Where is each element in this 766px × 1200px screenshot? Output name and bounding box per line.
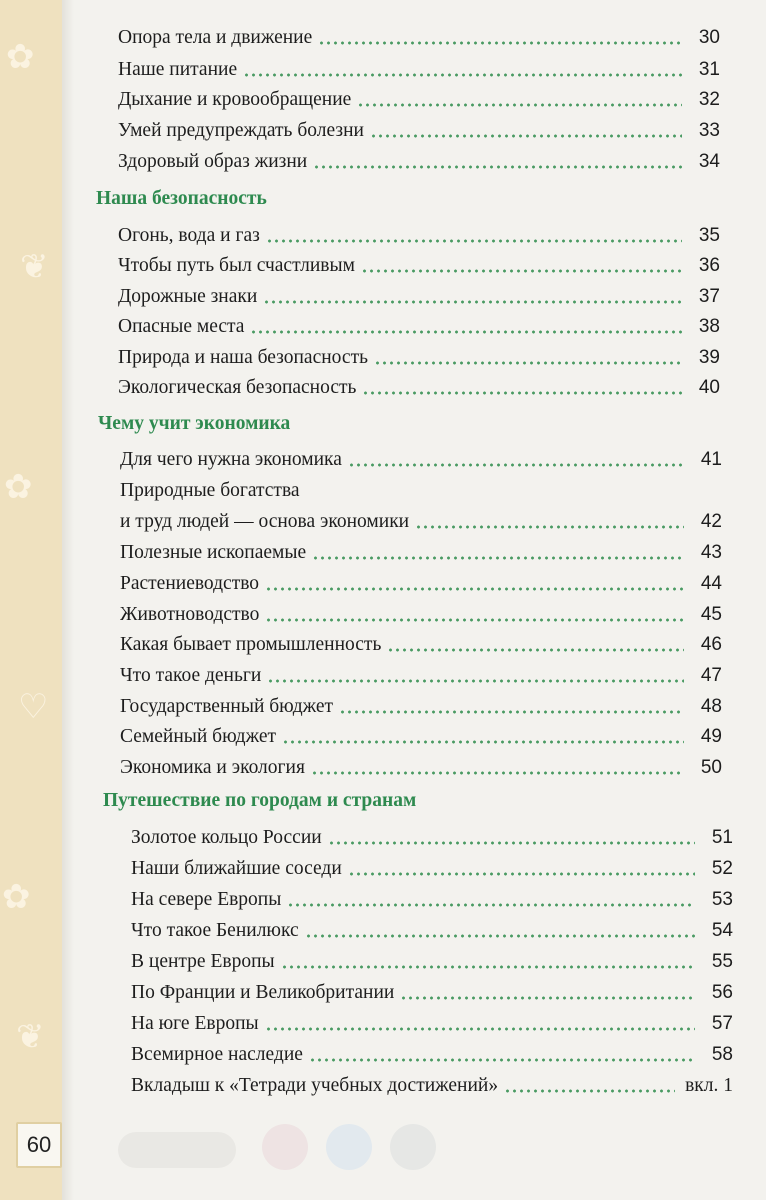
toc-entry bbox=[131, 1006, 733, 1036]
toc-entry-title: Семейный бюджет bbox=[120, 726, 276, 747]
toc-entry-title: Опора тела и движение bbox=[118, 27, 313, 48]
toc-entry bbox=[131, 1037, 733, 1067]
toc-entry-title: Природные богатства bbox=[120, 480, 300, 501]
toc-entry bbox=[118, 340, 720, 370]
leaf-ornament-icon: ❦ bbox=[16, 1017, 45, 1057]
dot-leader bbox=[328, 841, 695, 845]
toc-entry-title: Экономика и экология bbox=[120, 757, 305, 778]
dot-leader bbox=[281, 965, 695, 969]
toc-entry bbox=[118, 248, 720, 278]
toc-entry-page: 56 bbox=[711, 982, 733, 1003]
toc-entry-page: 38 bbox=[698, 316, 720, 337]
toc-entry-title: Растениеводство bbox=[120, 573, 260, 594]
dot-leader bbox=[250, 330, 682, 334]
toc-entry-title: Дорожные знаки bbox=[118, 286, 258, 307]
dot-leader bbox=[265, 1027, 695, 1031]
toc-entry-page: 45 bbox=[700, 604, 722, 625]
toc-entry-page: 47 bbox=[700, 665, 722, 686]
toc-entry-title: Что такое деньги bbox=[120, 665, 262, 686]
toc-entry-page: вкл. 1 bbox=[685, 1075, 733, 1096]
toc-entry bbox=[120, 535, 722, 565]
dot-leader bbox=[265, 618, 684, 622]
dot-leader bbox=[263, 300, 682, 304]
toc-entry-page: 58 bbox=[711, 1044, 733, 1065]
toc-entry-title: Огонь, вода и газ bbox=[118, 225, 260, 246]
toc-entry bbox=[131, 975, 733, 1005]
flower-ornament-icon: ✿ bbox=[2, 877, 31, 917]
toc-entry-page: 46 bbox=[700, 634, 722, 655]
toc-entry-title: Наше питание bbox=[118, 59, 238, 80]
section-heading: Путешествие по городам и странам bbox=[103, 790, 417, 811]
toc-entry bbox=[120, 504, 722, 534]
toc-entry bbox=[120, 597, 722, 627]
dot-leader bbox=[400, 996, 695, 1000]
toc-entry-page: 52 bbox=[711, 858, 733, 879]
toc-entry bbox=[118, 113, 720, 143]
toc-entry-page: 51 bbox=[711, 827, 733, 848]
toc-entry-page: 57 bbox=[711, 1013, 733, 1034]
dot-leader bbox=[287, 903, 695, 907]
toc-entry bbox=[120, 442, 722, 472]
toc-entry bbox=[118, 279, 720, 309]
page-number: 60 bbox=[16, 1122, 62, 1168]
toc-entry-page: 42 bbox=[700, 511, 722, 532]
section-heading: Наша безопасность bbox=[96, 188, 267, 209]
dot-leader bbox=[313, 165, 682, 169]
toc-entry bbox=[118, 20, 720, 50]
toc-entry-page: 36 bbox=[698, 255, 720, 276]
toc-entry-title: На севере Европы bbox=[131, 889, 282, 910]
toc-entry-page: 44 bbox=[700, 573, 722, 594]
toc-entry-title: По Франции и Великобритании bbox=[131, 982, 395, 1003]
flower-ornament-icon: ✿ bbox=[4, 467, 33, 507]
flower-ornament-icon: ✿ bbox=[6, 37, 35, 77]
toc-entry-title: Для чего нужна экономика bbox=[120, 449, 342, 470]
heart-ornament-icon: ♡ bbox=[18, 687, 49, 727]
toc-entry-page: 48 bbox=[700, 696, 722, 717]
section-heading: Чему учит экономика bbox=[98, 413, 291, 434]
toc-entry-title: Умей предупреждать болезни bbox=[118, 120, 364, 141]
toc-entry-page: 34 bbox=[698, 151, 720, 172]
leaf-ornament-icon: ❦ bbox=[20, 247, 49, 287]
toc-entry bbox=[131, 820, 733, 850]
toc-entry bbox=[118, 218, 720, 248]
dot-leader bbox=[348, 463, 684, 467]
toc-entry bbox=[120, 719, 722, 749]
dot-leader bbox=[266, 239, 682, 243]
toc-entry-page: 40 bbox=[698, 377, 720, 398]
dot-leader bbox=[267, 679, 684, 683]
toc-entry bbox=[120, 566, 722, 596]
toc-entry-page: 35 bbox=[698, 225, 720, 246]
toc-entry-title: Какая бывает промышленность bbox=[120, 634, 382, 655]
toc-entry bbox=[118, 370, 720, 400]
toc-entry bbox=[120, 750, 722, 780]
toc-entry-title: Опасные места bbox=[118, 316, 245, 337]
dot-leader bbox=[339, 710, 684, 714]
toc-entry-page: 30 bbox=[698, 27, 720, 48]
dot-leader bbox=[504, 1089, 675, 1093]
toc-entry-page: 53 bbox=[711, 889, 733, 910]
toc-entry-page: 50 bbox=[700, 757, 722, 778]
toc-entry-title: Природа и наша безопасность bbox=[118, 347, 368, 368]
toc-entry-title: Наши ближайшие соседи bbox=[131, 858, 342, 879]
toc-entry-page: 41 bbox=[700, 449, 722, 470]
toc-entry-title: Животноводство bbox=[120, 604, 260, 625]
toc-entry-page: 39 bbox=[698, 347, 720, 368]
dot-leader bbox=[387, 648, 684, 652]
toc-entry bbox=[118, 82, 720, 112]
toc-entry bbox=[131, 944, 733, 974]
dot-leader bbox=[243, 73, 682, 77]
toc-entry-page: 33 bbox=[698, 120, 720, 141]
toc-entry-title: Государственный бюджет bbox=[120, 696, 334, 717]
toc-entry-title: Полезные ископаемые bbox=[120, 542, 307, 563]
dot-leader bbox=[318, 41, 682, 45]
toc-entry-page: 49 bbox=[700, 726, 722, 747]
toc-entry-page: 55 bbox=[711, 951, 733, 972]
dot-leader bbox=[312, 556, 684, 560]
toc-entry bbox=[118, 144, 720, 174]
dot-leader bbox=[362, 391, 682, 395]
dot-leader bbox=[415, 525, 684, 529]
toc-entry-title: На юге Европы bbox=[131, 1013, 259, 1034]
toc-entry-title: и труд людей — основа экономики bbox=[120, 511, 410, 532]
toc-entry bbox=[118, 309, 720, 339]
dot-leader bbox=[361, 269, 682, 273]
toc-entry bbox=[120, 658, 722, 688]
dot-leader bbox=[374, 361, 682, 365]
dot-leader bbox=[305, 934, 695, 938]
dot-leader bbox=[357, 103, 682, 107]
dot-leader bbox=[265, 587, 684, 591]
toc-entry bbox=[131, 851, 733, 881]
dot-leader bbox=[348, 872, 695, 876]
toc-entry bbox=[131, 1068, 733, 1098]
toc-entry bbox=[131, 882, 733, 912]
toc-entry-title: Золотое кольцо России bbox=[131, 827, 322, 848]
dot-leader bbox=[309, 1058, 695, 1062]
toc-entry-page: 37 bbox=[698, 286, 720, 307]
toc-entry-page: 31 bbox=[698, 59, 720, 80]
toc-entry bbox=[131, 913, 733, 943]
toc-entry-title: Чтобы путь был счастливым bbox=[118, 255, 355, 276]
toc-entry bbox=[120, 473, 722, 503]
toc-entry-title: Здоровый образ жизни bbox=[118, 151, 308, 172]
toc-entry bbox=[120, 689, 722, 719]
dot-leader bbox=[370, 134, 682, 138]
toc-entry bbox=[120, 627, 722, 657]
toc-entry-title: В центре Европы bbox=[131, 951, 275, 972]
dot-leader bbox=[311, 771, 684, 775]
toc-entry-page: 43 bbox=[700, 542, 722, 563]
toc-entry-page: 54 bbox=[711, 920, 733, 941]
toc-entry-page: 32 bbox=[698, 89, 720, 110]
toc-entry-title: Дыхание и кровообращение bbox=[118, 89, 352, 110]
dot-leader bbox=[282, 740, 684, 744]
toc-entry bbox=[118, 52, 720, 82]
toc-entry-title: Что такое Бенилюкс bbox=[131, 920, 299, 941]
toc-entry-title: Вкладыш к «Тетради учебных достижений» bbox=[131, 1075, 499, 1096]
toc-entry-title: Экологическая безопасность bbox=[118, 377, 357, 398]
toc-entry-title: Всемирное наследие bbox=[131, 1044, 303, 1065]
